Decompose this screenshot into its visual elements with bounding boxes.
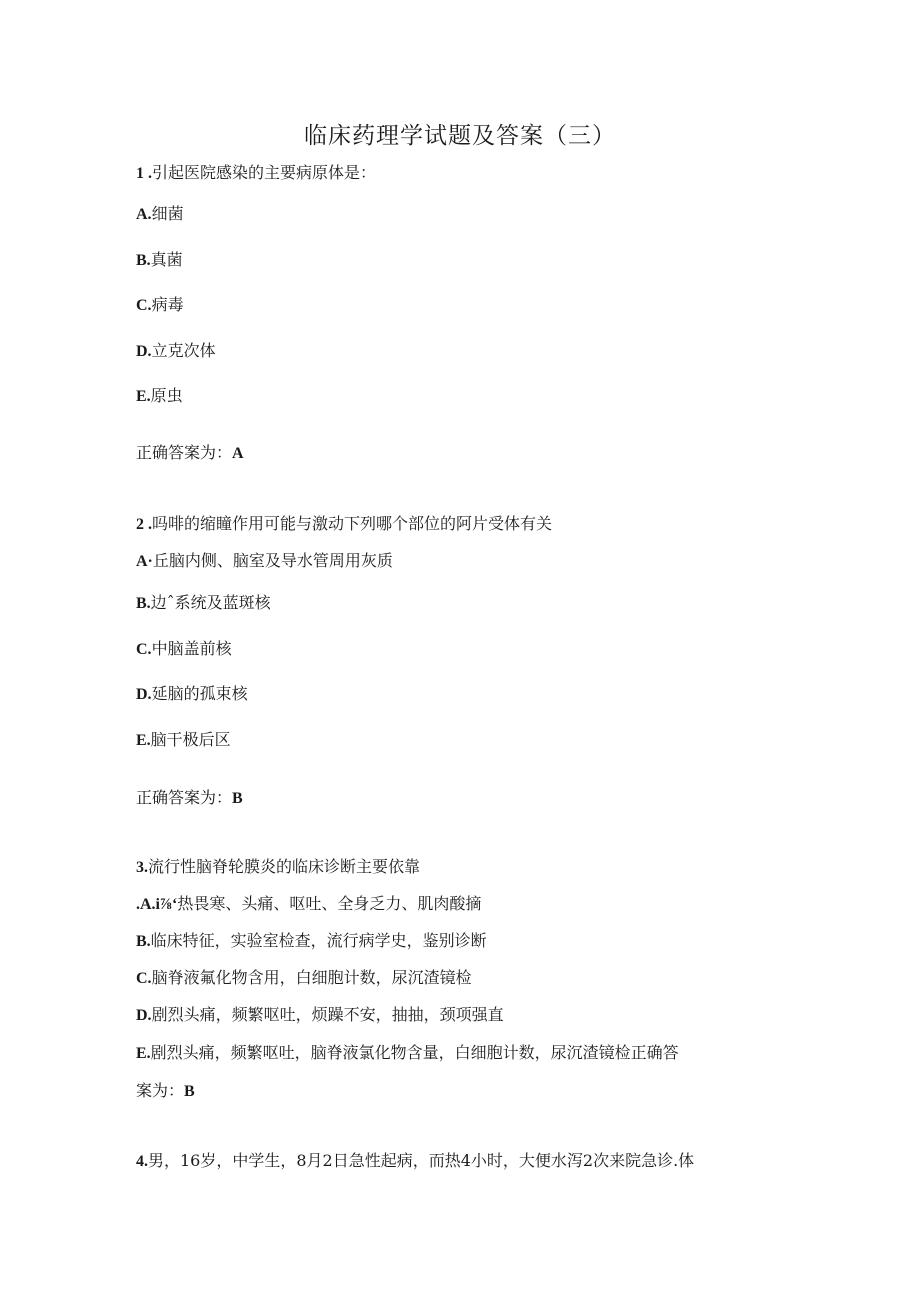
option-3a: .A.i⅞‘热畏寒、头痛、呕吐、全身乏力、肌肉酸摘	[136, 894, 482, 913]
option-2e: E.脑干极后区	[136, 730, 231, 749]
question-2: 2 .吗啡的缩瞳作用可能与激动下列哪个部位的阿片受体有关	[136, 514, 553, 533]
option-1b: B.真菌	[136, 250, 183, 269]
option-3d: D.剧烈头痛，频繁呕吐，烦躁不安，抽抽，颈项强直	[136, 1005, 504, 1024]
option-1e: E.原虫	[136, 386, 183, 405]
option-2a: A·丘脑内侧、脑室及导水管周用灰质	[136, 551, 393, 570]
option-1c: C.病毒	[136, 295, 184, 314]
answer-1: 正确答案为：A	[136, 443, 244, 462]
option-2b: B.边ˆ系统及蓝斑核	[136, 593, 271, 612]
option-2c: C.中脑盖前核	[136, 639, 232, 658]
answer-2: 正确答案为：B	[136, 788, 243, 807]
option-1a: A.细菌	[136, 204, 184, 223]
option-1d: D.立克次体	[136, 341, 216, 360]
option-3e: E.剧烈头痛，频繁呕吐，脑脊液氯化物含量，白细胞计数，尿沉渣镜检正确答	[136, 1043, 679, 1062]
option-3c: C.脑脊液氟化物含用，白细胞计数，尿沉渣镜检	[136, 968, 472, 987]
answer-3: 案为：B	[136, 1081, 195, 1100]
option-2d: D.延脑的孤束核	[136, 684, 248, 703]
question-4: 4.男，16岁，中学生，8月2日急性起病，而热4小时，大便水泻2次来院急诊.体	[136, 1151, 695, 1170]
question-1: 1 .引起医院感染的主要病原体是：	[136, 163, 377, 182]
option-3b: B.临床特征，实验室检查，流行病学史，鉴别诊断	[136, 931, 487, 950]
document-title: 临床药理学试题及答案（三）	[304, 123, 616, 149]
question-3: 3.流行性脑脊轮膜炎的临床诊断主要依靠	[136, 857, 421, 876]
